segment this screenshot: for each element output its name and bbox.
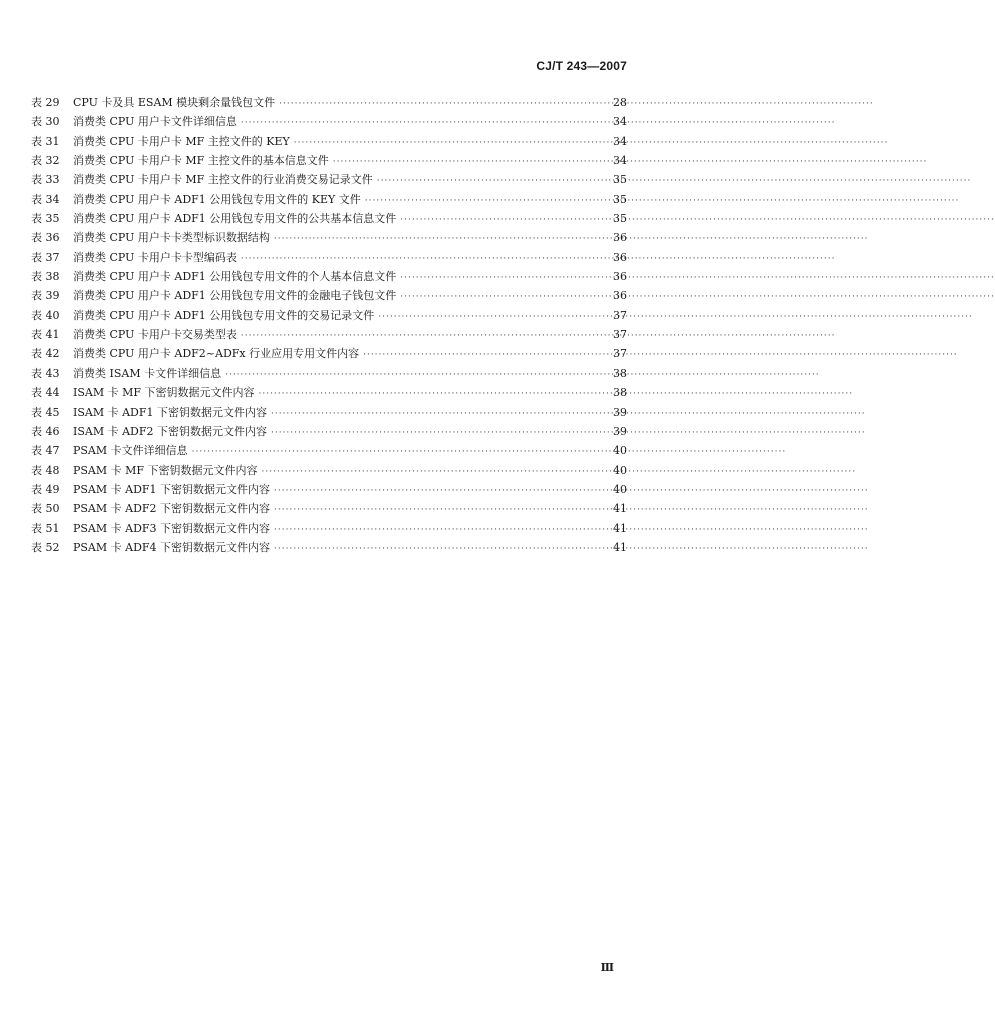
toc-entry-dot-leader: [365, 192, 609, 211]
toc-entry-dot-leader: [400, 211, 609, 230]
toc-entry-page-number: 34: [613, 154, 627, 168]
toc-entry-page-number: 36: [613, 231, 627, 245]
toc-entry-page-number: 38: [613, 366, 627, 380]
toc-entry-page-number: 37: [613, 328, 627, 342]
toc-entry-page-number: 40: [613, 482, 627, 496]
standard-code-header: CJ/T 243—2007: [536, 59, 627, 73]
toc-entry-table-number: 表 41: [31, 328, 60, 342]
toc-entry[interactable]: [31, 228, 627, 247]
toc-entry-page-number: 36: [613, 250, 627, 264]
toc-entry-table-number: 表 29: [31, 96, 60, 109]
toc-entry-page-number: 34: [613, 134, 627, 148]
toc-entry-title: PSAM 卡 ADF2 下密钥数据元文件内容: [73, 502, 271, 516]
toc-entry-page-number: 41: [613, 540, 627, 554]
toc-entry-page-number: 34: [613, 115, 627, 129]
toc-entry-title: 消费类 ISAM 卡文件详细信息: [73, 366, 222, 380]
toc-entry[interactable]: [31, 480, 627, 499]
toc-entry-dot-leader: [274, 540, 609, 559]
toc-entry[interactable]: [31, 499, 627, 518]
toc-entry-title: 消费类 CPU 用户卡 ADF1 公用钱包专用文件的金融电子钱包文件: [73, 289, 397, 303]
toc-entry[interactable]: [31, 306, 627, 325]
toc-entry-table-number: 表 37: [31, 250, 60, 264]
toc-entry-dot-leader: [294, 134, 609, 153]
toc-entry-page-number: 39: [613, 405, 627, 419]
toc-entry-table-number: 表 36: [31, 231, 60, 245]
toc-entry-dot-leader: [377, 172, 609, 191]
toc-entry-table-number: 表 42: [31, 347, 60, 361]
toc-entry[interactable]: [31, 538, 627, 557]
toc-entry-table-number: 表 49: [31, 482, 60, 496]
page-number: Ⅲ: [600, 961, 614, 974]
toc-entry[interactable]: [31, 519, 627, 538]
toc-entry[interactable]: [31, 112, 627, 131]
toc-entry-title: PSAM 卡 ADF4 下密钥数据元文件内容: [73, 540, 271, 554]
toc-entry-title: 消费类 CPU 用户卡 ADF2~ADFx 行业应用专用文件内容: [73, 347, 360, 361]
toc-entry-dot-leader: [400, 269, 609, 288]
toc-entry-page-number: 41: [613, 521, 627, 535]
toc-entry-title: CPU 卡及具 ESAM 模块剩余量钱包文件: [73, 96, 276, 109]
toc-entry-dot-leader: [274, 501, 609, 520]
toc-entry-page-number: 37: [613, 347, 627, 361]
toc-entry-table-number: 表 30: [31, 115, 60, 129]
toc-entry-table-number: 表 51: [31, 521, 60, 535]
toc-entry-title: PSAM 卡 MF 下密钥数据元文件内容: [73, 463, 258, 477]
toc-entry[interactable]: [31, 383, 627, 402]
toc-entry-table-number: 表 38: [31, 270, 60, 284]
toc-entry-page-number: 40: [613, 444, 627, 458]
toc-entry-table-number: 表 33: [31, 173, 60, 187]
toc-entry-page-number: 35: [613, 212, 627, 226]
toc-entry-title: 消费类 CPU 卡用户卡 MF 主控文件的 KEY: [73, 134, 290, 148]
toc-entry-page-number: 39: [613, 424, 627, 438]
toc-entry-dot-leader: [271, 405, 609, 424]
toc-entry[interactable]: [31, 461, 627, 480]
toc-entry-title: 消费类 CPU 用户卡 ADF1 公用钱包专用文件的个人基本信息文件: [73, 270, 397, 284]
toc-entry-title: 消费类 CPU 用户卡 ADF1 公用钱包专用文件的交易记录文件: [73, 308, 375, 322]
toc-entry-table-number: 表 50: [31, 502, 60, 516]
toc-entry-title: 消费类 CPU 卡用户卡卡型编码表: [73, 250, 237, 264]
toc-entry-table-number: 表 39: [31, 289, 60, 303]
toc-entry-table-number: 表 43: [31, 366, 60, 380]
toc-entry-page-number: 37: [613, 308, 627, 322]
toc-entry-title: 消费类 CPU 用户卡 ADF1 公用钱包专用文件的 KEY 文件: [73, 192, 361, 206]
toc-entry[interactable]: [31, 132, 627, 151]
toc-entry-dot-leader: [279, 95, 609, 114]
toc-entry-title: 消费类 CPU 用户卡卡类型标识数据结构: [73, 231, 270, 245]
toc-entry-dot-leader: [225, 366, 609, 385]
toc-entry-title: ISAM 卡 MF 下密钥数据元文件内容: [73, 386, 255, 400]
toc-entry[interactable]: [31, 93, 627, 112]
toc-entry-title: 消费类 CPU 卡用户卡 MF 主控文件的行业消费交易记录文件: [73, 173, 373, 187]
toc-entry[interactable]: [31, 209, 627, 228]
toc-entry-table-number: 表 34: [31, 192, 60, 206]
toc-entry-dot-leader: [258, 385, 609, 404]
toc-entry-dot-leader: [378, 308, 609, 327]
toc-entry-title: PSAM 卡文件详细信息: [73, 444, 188, 458]
toc-entry-page-number: 36: [613, 289, 627, 303]
toc-entry-table-number: 表 40: [31, 308, 60, 322]
toc-entry[interactable]: [31, 403, 627, 422]
toc-entry-table-number: 表 44: [31, 386, 60, 400]
toc-entry[interactable]: [31, 364, 627, 383]
toc-entry[interactable]: [31, 170, 627, 189]
table-of-contents-list: [31, 93, 627, 557]
toc-entry-title: PSAM 卡 ADF1 下密钥数据元文件内容: [73, 482, 271, 496]
toc-entry[interactable]: [31, 325, 627, 344]
toc-entry-title: ISAM 卡 ADF2 下密钥数据元文件内容: [73, 424, 267, 438]
toc-entry-dot-leader: [271, 424, 609, 443]
toc-entry[interactable]: [31, 286, 627, 305]
toc-entry-dot-leader: [262, 463, 609, 482]
toc-entry-dot-leader: [274, 482, 609, 501]
toc-entry-title: 消费类 CPU 用户卡 ADF1 公用钱包专用文件的公共基本信息文件: [73, 212, 397, 226]
toc-entry[interactable]: [31, 151, 627, 170]
toc-entry[interactable]: [31, 190, 627, 209]
toc-entry[interactable]: [31, 441, 627, 460]
toc-entry-table-number: 表 48: [31, 463, 60, 477]
toc-entry-page-number: 40: [613, 463, 627, 477]
toc-entry-table-number: 表 52: [31, 540, 60, 554]
toc-entry-page-number: 35: [613, 173, 627, 187]
toc-entry-table-number: 表 46: [31, 424, 60, 438]
toc-entry-page-number: 35: [613, 192, 627, 206]
toc-entry-page-number: 41: [613, 502, 627, 516]
toc-entry-dot-leader: [363, 346, 609, 365]
toc-entry-dot-leader: [400, 288, 609, 307]
toc-entry[interactable]: [31, 267, 627, 286]
toc-entry-title: 消费类 CPU 用户卡文件详细信息: [73, 115, 237, 129]
toc-entry-dot-leader: [274, 521, 609, 540]
toc-entry-table-number: 表 45: [31, 405, 60, 419]
toc-entry[interactable]: [31, 248, 627, 267]
toc-entry-table-number: 表 31: [31, 134, 60, 148]
toc-entry-page-number: 28: [613, 96, 627, 109]
toc-entry-title: 消费类 CPU 卡用户卡交易类型表: [73, 328, 237, 342]
toc-entry-title: 消费类 CPU 卡用户卡 MF 主控文件的基本信息文件: [73, 154, 329, 168]
toc-entry[interactable]: [31, 344, 627, 363]
toc-entry-dot-leader: [241, 114, 609, 133]
toc-entry-page-number: 36: [613, 270, 627, 284]
toc-entry-title: PSAM 卡 ADF3 下密钥数据元文件内容: [73, 521, 271, 535]
toc-entry[interactable]: [31, 422, 627, 441]
toc-entry-dot-leader: [274, 230, 609, 249]
toc-entry-table-number: 表 47: [31, 444, 60, 458]
toc-entry-table-number: 表 35: [31, 212, 60, 226]
toc-entry-page-number: 38: [613, 386, 627, 400]
toc-entry-table-number: 表 32: [31, 154, 60, 168]
toc-entry-title: ISAM 卡 ADF1 下密钥数据元文件内容: [73, 405, 267, 419]
